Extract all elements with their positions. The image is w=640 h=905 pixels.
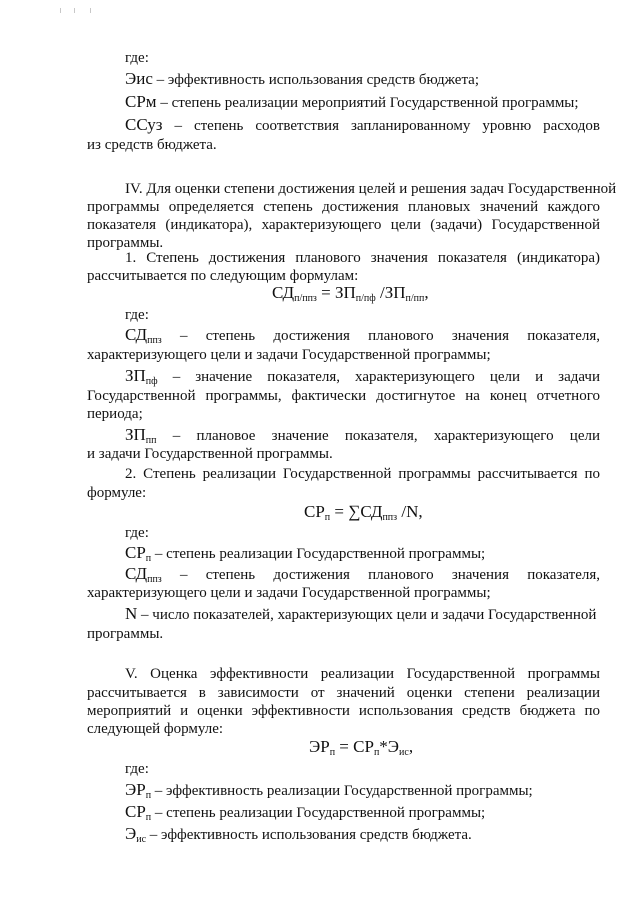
- definition-sd-2: $СД_{ппз}$ – степень достижения планового значения показателя,: [125, 564, 601, 585]
- definition-ssuz-cont: из средств бюджета.: [87, 137, 217, 153]
- section-iv-line-4: программы.: [87, 235, 164, 251]
- where-label-4: где:: [125, 761, 149, 777]
- section-v-line-3: мероприятий и оценки эффективности использования средств бюджета по: [87, 703, 600, 719]
- definition-sr: $СР_п$ – степень реализации Государственной программы;: [125, 543, 486, 564]
- section-v-line-4: следующей формуле:: [87, 721, 224, 737]
- definition-srm: СРм – степень реализации мероприятий Государственной программы;: [125, 92, 579, 111]
- definition-sd-cont: характеризующего цели и задачи Государственной программы;: [87, 347, 491, 363]
- section-iv-line-2: программы определяется степень достижения плановых значений каждого: [87, 199, 600, 215]
- section-v-line-1: V. Оценка эффективности реализации Государственной программы: [125, 666, 600, 682]
- definition-sd-2-cont: характеризующего цели и задачи Государственной программы;: [87, 585, 491, 601]
- scan-marks: [60, 8, 100, 14]
- definition-n-cont: программы.: [87, 626, 164, 642]
- section-iv-line-1: IV. Для оценки степени достижения целей и решения задач Государственной: [125, 181, 617, 197]
- definition-eis: Эис – эффективность использования средств бюджета;: [125, 69, 480, 88]
- definition-zp-fact: $ЗП_{пф}$ – значение показателя, характеризующего цели и задачи: [125, 366, 600, 387]
- definition-zp-plan-cont: и задачи Государственной программы.: [87, 446, 333, 462]
- section-v-line-2: рассчитывается в зависимости от значений оценки степени реализации: [87, 685, 600, 701]
- definition-zp-plan: $ЗП_{пп}$ – плановое значение показателя, характеризующего цели: [125, 425, 600, 446]
- definition-n: N – число показателей, характеризующих цели и задачи Государственной: [125, 604, 597, 623]
- definition-er: $ЭР_п$ – эффективность реализации Государственной программы;: [125, 780, 533, 801]
- item-2-line-2: формуле:: [87, 485, 147, 501]
- definition-ssuz: ССуз – степень соответствия запланированному уровню расходов: [125, 115, 600, 134]
- definition-eis-2: $Э_{ис}$ – эффективность использования средств бюджета.: [125, 824, 472, 845]
- definition-zp-fact-cont-1: Государственной программы, фактически достигнутое на конец отчетного: [87, 388, 600, 404]
- section-iv-line-3: показателя (индикатора), характеризующего цели (задачи) Государственной: [87, 217, 600, 233]
- item-1-line-1: 1. Степень достижения планового значения показателя (индикатора): [125, 250, 600, 266]
- formula-er: $ЭР_п = СР_п*Э_{ис}$,: [309, 737, 414, 758]
- definition-sd: $СД_{ппз}$ – степень достижения планового значения показателя,: [125, 325, 601, 346]
- where-label-3: где:: [125, 525, 149, 541]
- formula-sr: $СР_п = \sum СД_{ппз}$ /N,: [304, 502, 423, 523]
- formula-sd: $СД_{п/ппз} = ЗП_{п/пф}$ $/ЗП_{п/пп}$,: [272, 283, 429, 304]
- definition-zp-fact-cont-2: периода;: [87, 406, 143, 422]
- where-label: где:: [125, 50, 149, 66]
- definition-sr-2: $СР_п$ – степень реализации Государственной программы;: [125, 802, 486, 823]
- item-2-line-1: 2. Степень реализации Государственной программы рассчитывается по: [125, 466, 600, 482]
- where-label-2: где:: [125, 307, 149, 323]
- item-1-line-2: рассчитывается по следующим формулам:: [87, 268, 359, 284]
